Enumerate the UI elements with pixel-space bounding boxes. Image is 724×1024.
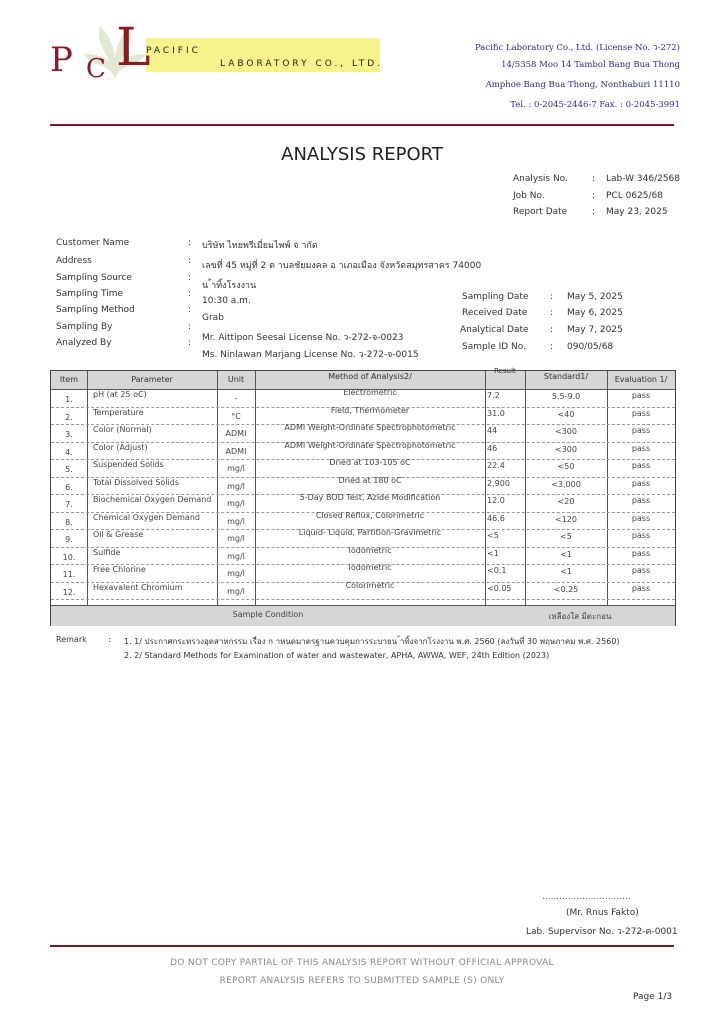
row-method: Colorimetric (345, 580, 395, 590)
colon: : (188, 273, 192, 283)
address-label: Address (56, 256, 92, 266)
row-method: Liquid- Liquid, Partition-Gravimetric (298, 528, 442, 537)
row-parameter: Suspended Solids (93, 460, 164, 469)
footer-copy-notice: DO NOT COPY PARTIAL OF THIS ANALYSIS REPORT WITHOUT OFFICIAL APPROVAL (170, 958, 554, 968)
row-item: 10. (62, 552, 76, 562)
sample-condition-value: เหลืองใส มีตะกอน (548, 612, 612, 621)
row-item: 11. (62, 570, 76, 579)
row-unit: °C (231, 411, 241, 421)
row-method: Iodometric (348, 563, 392, 572)
row-unit: mg/l (227, 586, 245, 596)
row-evaluation: pass (631, 478, 651, 488)
sampling-by-value: Mr. Aittipon Seesai License No. ว-272-จ-0023 (202, 333, 404, 343)
row-result: <5 (487, 531, 499, 540)
row-parameter: Sulfide (93, 547, 121, 557)
colon: : (188, 238, 192, 248)
row-unit: mg/l (227, 534, 245, 543)
row-evaluation: pass (631, 408, 651, 418)
row-standard: <120 (555, 514, 577, 524)
sample-condition-row (51, 605, 675, 626)
header-item: Item (59, 375, 79, 384)
row-evaluation: pass (631, 496, 651, 505)
row-unit: mg/l (227, 551, 245, 561)
colon: : (188, 338, 192, 348)
row-parameter: pH (at 25 oC) (93, 390, 147, 399)
sampling-source-label: Sampling Source (56, 273, 132, 283)
row-standard: <50 (557, 462, 575, 471)
footer-divider (50, 945, 674, 947)
row-standard: <1 (560, 567, 572, 576)
company-name-license: Pacific Laboratory Co., Ltd. (License No. ว-272) (474, 43, 680, 53)
sampling-by-label: Sampling By (56, 322, 113, 332)
row-result: 46 (487, 443, 498, 453)
row-parameter: Oil & Grease (93, 530, 144, 539)
footer-sample-notice: REPORT ANALYSIS REFERS TO SUBMITTED SAMPLE (S) ONLY (219, 976, 505, 986)
sampling-method-label: Sampling Method (56, 305, 135, 315)
received-date-label: Received Date (462, 308, 528, 318)
header-parameter: Parameter (131, 375, 173, 384)
header-result: Result (494, 367, 516, 375)
row-parameter: Hexavalent Chromium (93, 582, 183, 592)
row-parameter: Free Chlorine (93, 565, 146, 574)
row-unit: mg/l (227, 464, 245, 473)
row-unit: ADMI (225, 429, 247, 438)
logo-letter-p: P (50, 40, 73, 80)
report-date-value: May 23, 2025 (606, 207, 668, 217)
row-standard: <20 (557, 497, 575, 506)
colon: : (592, 191, 596, 201)
header-standard: Standard1/ (543, 372, 589, 381)
row-standard: <300 (555, 444, 577, 454)
results-table (50, 367, 676, 626)
company-logo (50, 18, 390, 88)
row-standard: <40 (557, 409, 575, 419)
row-method: 5-Day BOD Test, Azide Modification (299, 493, 441, 502)
row-method: Iodometric (348, 545, 392, 555)
colon: : (188, 256, 192, 266)
row-result: 22.4 (487, 461, 505, 470)
row-evaluation: pass (631, 391, 651, 400)
row-item: 8. (65, 517, 73, 527)
colon: : (188, 322, 192, 332)
row-item: 9. (65, 535, 73, 544)
header-divider (50, 124, 674, 126)
row-unit: mg/l (227, 569, 245, 578)
logo-letter-l: L (116, 18, 151, 78)
analysis-no-value: Lab-W 346/2568 (606, 174, 680, 184)
row-item: 6. (65, 482, 73, 492)
colon: : (550, 325, 554, 335)
row-item: 3. (65, 430, 73, 439)
row-unit: ADMI (225, 446, 247, 456)
colon: : (592, 207, 596, 217)
sampling-date-value: May 5, 2025 (567, 292, 623, 302)
sampling-source-value: น ้าทิ้งโรงงาน (202, 281, 257, 291)
colon: : (108, 635, 111, 644)
remark-label: Remark (56, 635, 87, 644)
row-evaluation: pass (631, 548, 651, 558)
row-parameter: Color (Normal) (93, 425, 152, 434)
sampling-time-value: 10:30 a.m. (202, 296, 251, 306)
sample-condition-label: Sample Condition (232, 610, 304, 619)
colon: : (592, 174, 596, 184)
row-item: 12. (62, 587, 76, 597)
row-item: 1. (65, 395, 73, 404)
row-evaluation: pass (631, 531, 651, 540)
row-standard: <300 (555, 427, 577, 436)
company-address-2: Amphoe Bang Bua Thong, Nonthaburi 11110 (485, 80, 680, 90)
row-result: 46.6 (487, 513, 505, 523)
analyzed-by-label: Analyzed By (56, 338, 112, 348)
job-no-label: Job No. (513, 191, 545, 201)
colon: : (550, 308, 554, 318)
row-evaluation: pass (631, 513, 651, 523)
row-method: Dried at 103-105 oC (329, 458, 411, 467)
row-unit: mg/l (227, 481, 245, 491)
row-item: 4. (65, 447, 73, 457)
analytical-date-label: Analytical Date (460, 325, 529, 335)
row-divider (51, 599, 675, 600)
row-result: 7.2 (487, 391, 500, 400)
row-evaluation: pass (631, 583, 651, 593)
row-result: 44 (487, 426, 498, 435)
remark-item-2: 2. 2/ Standard Methods for Examination of water and wastewater, APHA, AWWA, WEF, 24th Edition (2023) (124, 651, 550, 660)
customer-name-value: บริษัท ไทยพรีเมี่ยมไพพ์ จ ากัด (202, 241, 318, 251)
logo-word-laboratory: LABORATORY CO., LTD. (220, 59, 384, 69)
row-result: 31.0 (487, 408, 505, 418)
sampling-time-label: Sampling Time (56, 289, 124, 299)
row-result: <0.05 (487, 583, 512, 593)
row-standard: <1 (560, 549, 572, 559)
header-method: Method of Analysis2/ (328, 372, 412, 381)
row-method: Dried at 180 oC (338, 475, 402, 485)
page-number: Page 1/3 (633, 992, 673, 1002)
row-result: <0.1 (487, 566, 507, 575)
sample-id-value: 090/05/68 (567, 342, 614, 352)
row-unit: mg/l (227, 499, 245, 508)
row-evaluation: pass (631, 443, 651, 453)
colon: : (550, 342, 554, 352)
customer-name-label: Customer Name (56, 238, 130, 248)
signatory-name: (Mr. Rnus Fakto) (566, 908, 639, 918)
header-evaluation: Evaluation 1/ (614, 375, 668, 384)
row-method: Closed Reflux, Colorimetric (315, 510, 425, 520)
logo-word-pacific: PACIFIC (146, 46, 201, 56)
row-parameter: Color (Adjust) (93, 442, 148, 452)
row-parameter: Biochemical Oxygen Demand (93, 495, 212, 504)
row-parameter: Chemical Oxygen Demand (93, 512, 200, 522)
row-item: 7. (65, 500, 73, 509)
colon: : (550, 292, 554, 302)
row-item: 5. (65, 465, 73, 474)
report-title: ANALYSIS REPORT (281, 144, 443, 165)
row-standard: <0.25 (553, 584, 579, 594)
row-unit: - (234, 394, 238, 403)
row-parameter: Temperature (93, 407, 144, 417)
row-evaluation: pass (631, 426, 651, 435)
row-evaluation: pass (631, 566, 651, 575)
logo-letter-c: C (86, 54, 106, 84)
row-parameter: Total Dissolved Solids (93, 477, 180, 487)
colon: : (188, 305, 192, 315)
received-date-value: May 6, 2025 (567, 308, 623, 318)
sampling-method-value: Grab (202, 313, 224, 323)
remark-item-1: 1. 1/ ประกาศกระทรวงอุตสาหกรรม เรื่อง ก าหนดมาตรฐานควบคุมการระบายน ้าทิ้งจากโรงงาน พ.ศ. 2560 (ลงวันที่ 30 พฤษภาคม พ.ศ. 2560) (124, 637, 620, 646)
row-unit: mg/l (227, 516, 245, 526)
company-address-1: 14/5358 Moo 14 Tambol Bang Bua Thong (501, 60, 680, 70)
row-standard: <5 (560, 532, 572, 541)
colon: : (188, 289, 192, 299)
sampling-date-label: Sampling Date (462, 292, 529, 302)
header-unit: Unit (227, 375, 245, 384)
row-method: Field, Thermometer (330, 405, 410, 415)
row-method: Electrometric (343, 388, 397, 397)
analytical-date-value: May 7, 2025 (567, 325, 623, 335)
job-no-value: PCL 0625/68 (606, 191, 663, 201)
company-phone-fax: Tel. : 0-2045-2446-7 Fax. : 0-2045-3991 (510, 100, 680, 110)
signatory-title: Lab. Supervisor No. ว-272-ค-0001 (526, 927, 678, 937)
row-evaluation: pass (631, 461, 651, 470)
row-result: <1 (487, 548, 499, 558)
row-item: 2. (65, 412, 73, 422)
row-result: 12.0 (487, 496, 505, 505)
report-date-label: Report Date (513, 207, 568, 217)
row-result: 2,900 (487, 478, 510, 488)
analysis-no-label: Analysis No. (513, 174, 568, 184)
sample-id-label: Sample ID No. (462, 342, 526, 352)
row-method: ADMI Weight-Ordinate Spectrophotometric (284, 440, 456, 450)
row-method: ADMI Weight-Ordinate Spectrophotometric (284, 423, 456, 432)
signature-line: ............................... (542, 892, 631, 902)
row-standard: <3,000 (551, 479, 581, 489)
row-standard: 5.5-9.0 (551, 392, 581, 401)
address-value: เลขที่ 45 หมู่ที่ 2 ต าบลชัยมงคล อ าเภอเมือง จังหวัดสมุทรสาคร 74000 (202, 261, 482, 271)
analyzed-by-value: Ms. Ninlawan Marjang License No. ว-272-จ-0015 (202, 350, 419, 360)
